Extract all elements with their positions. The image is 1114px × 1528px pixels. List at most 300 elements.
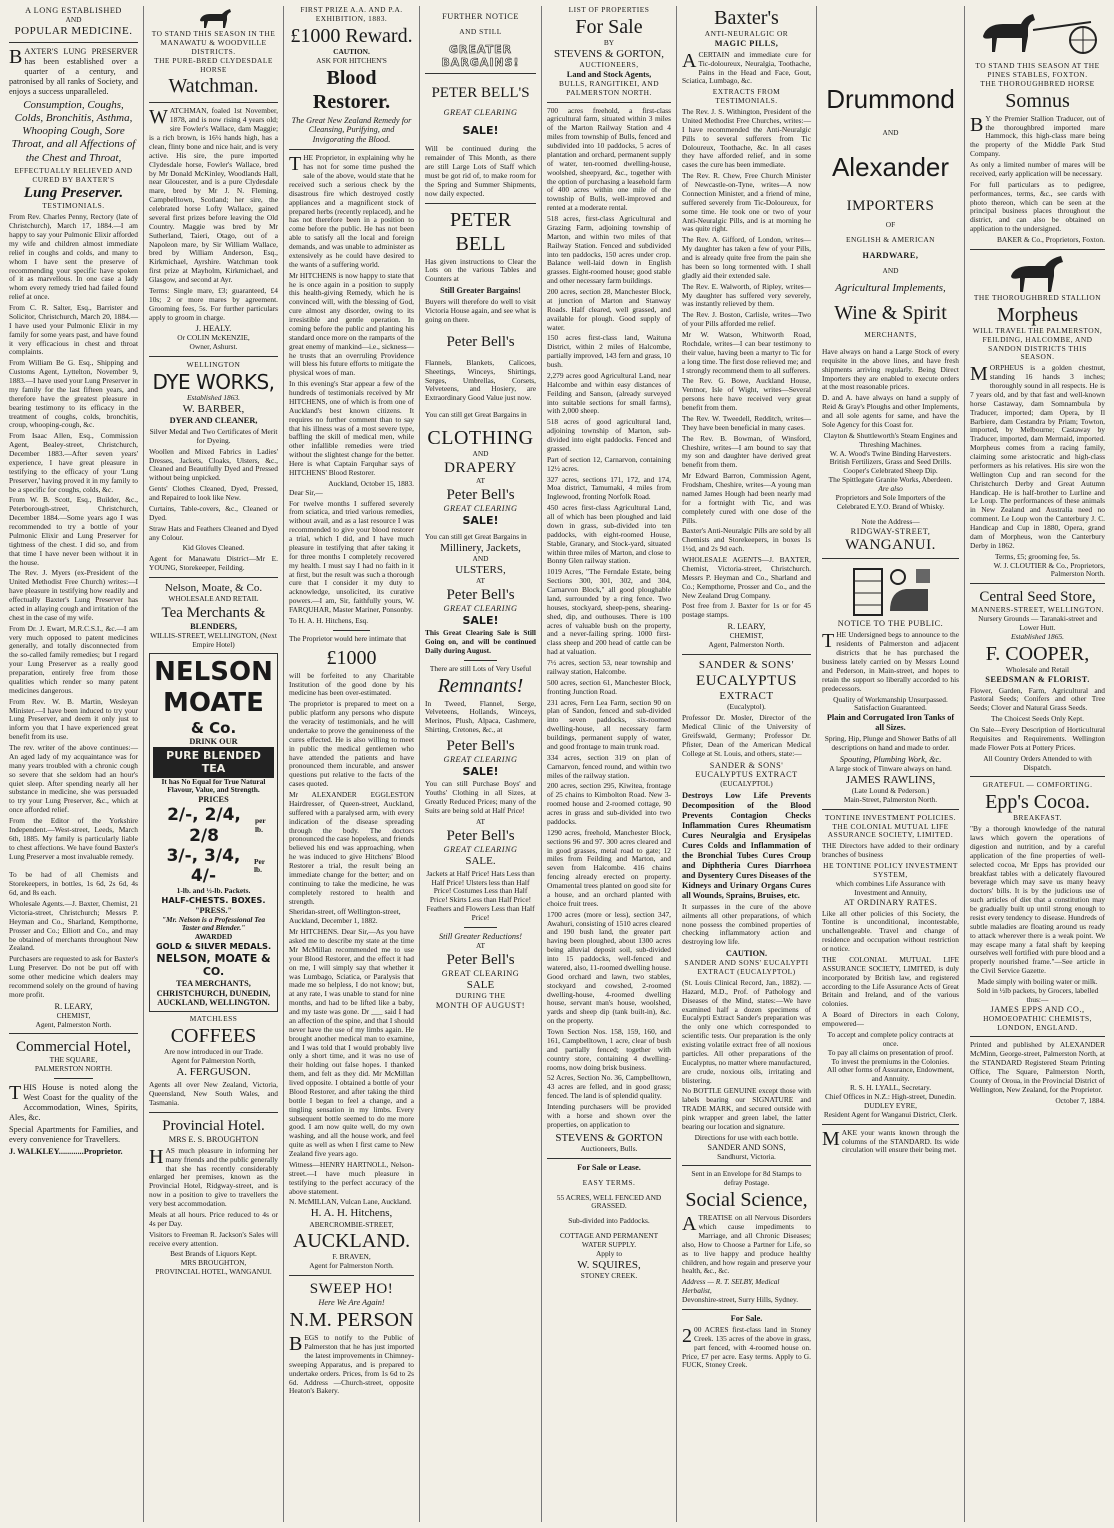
ad-title: PETER BELL'S <box>431 85 530 102</box>
ad-signature: W. J. CLOUTIER & Co., Proprietors, Palmerston North. <box>993 560 1105 579</box>
ad-body: WHOLESALE AGENTS—J. BAXTER, Chemist, Victoria-street, Christchurch. Messrs P. Heyman and Co., Sharland and Co.; Kempthorne, Prosser and Co., and the New Zealand Drug Company. <box>682 555 811 600</box>
ad-body: THE COLONIAL MUTUAL LIFE ASSURANCE SOCIETY, LIMITED, is duly incorporated by British law, and registered according to the Life Assurance Acts of Great Britain and Ireland, and of the various colonies. <box>822 954 959 1009</box>
ad-body: 55 ACRES, WELL FENCED AND GRASSED. <box>556 1192 662 1211</box>
agent-name: R. LEARY, <box>727 622 766 632</box>
testimonial: The Rev. G. Bowe, Auckland House, Ventnor, Isle of Wight, writes—Several persons here have received very great benefit from them. <box>682 376 811 413</box>
ad-body: THIS House is noted along the West Coast for the quality of the Accommodation, Wines, Spirits, Ales, &c. <box>9 1082 138 1123</box>
ad-heading: ENGLISH & AMERICAN <box>845 235 936 245</box>
ad-signature: Resident Agent for Wanganui District, Clerk. <box>823 1109 958 1119</box>
ad-title: Drummond <box>826 84 955 114</box>
ad-line: GOLD & SILVER MEDALS. <box>155 941 272 952</box>
ad-item: To invest the premiums in the Colonies. <box>831 1056 950 1066</box>
ad-body: MAKE your wants known through the columns of the STANDARD. Its wide circulation will ensure their being met. <box>822 1127 959 1155</box>
ad-body: AT <box>475 940 486 950</box>
ad-heading: HE TONTINE POLICY INVESTMENT SYSTEM, <box>823 861 958 879</box>
ad-body: Flower, Garden, Farm, Agricultural and Pastoral Seeds; Conifers and other Tree Seeds; Clover and Natural Grass Seeds. <box>970 685 1105 713</box>
ad-heading: EXTRACT <box>719 690 774 703</box>
ad-title: Blood Restorer. <box>312 66 391 113</box>
ad-body: The Proprietor would here intimate that <box>289 633 407 643</box>
horse-illustration <box>149 6 278 30</box>
ad-heading: EASY TERMS. <box>582 1177 636 1187</box>
ad-title: Remnants! <box>437 674 524 697</box>
ad-amount: £1000 <box>326 646 377 669</box>
ad-heading: GREAT CLEARING <box>443 844 518 854</box>
agent-role: CHEMIST, <box>729 631 764 641</box>
ad-heading: SANDER & SONS' <box>698 658 795 671</box>
ad-signature: PROVINCIAL HOTEL, WANGANUI. <box>155 1267 272 1277</box>
ad-heading: BY <box>603 37 615 47</box>
ad-body: Agent for Palmerston North, <box>171 1056 256 1066</box>
ad-body: Post free from J. Baxter for 1s or for 45 postage stamps. <box>682 601 811 620</box>
property-listing: Part of section 12, Carnarvon, containing 12½ acres. <box>547 454 671 473</box>
letter-body: Mr HITCHENS. Dear Sir,—As you have asked me to describe my state at the time Mr McMillan recommended me to use your Blood Restorer, and the effect it had on me, I will simply say that whether it was Lumbago, Sciatica, or Paralysis that made me so helpless, I do not know; but, at any rate, I was unable to stand for nine months, and had to be lifted like a baby, and my taste was gone. Dr ___ said I had an affection of the spine, and that I should never have the use of my limbs again. He brought another medical man to examine, and I was told that I would probably live only a short time, and it was no use of their holding out false hopes. I thanked them, and felt as they did. Mr McMillan lived opposite. I obtained a bottle of your Blood Restorer, and after taking the third bottle I began to feel a change, and a tingling sensation in my limbs. Every subsequent bottle seemed to do me more good. I am now quite well, do my own washing, and all the house work, and feel quite as well as when I first came to New Zealand five years ago. <box>289 927 414 1159</box>
ad-signature: Auctioneers, Bulls. <box>580 1143 638 1153</box>
ad-body: MORPHEUS is a golden chestnut, standing 16 hands 3 inches; thoroughly sound in all respects. He is 7 years old, and by that fast and well-known horse Castaway, dam Somnambula by Traducer, imported; dam Opera, by Il Barbiere, dam Cestandra by Priam; Towton, imported, by Melbourne; Castaway by Traducer, imported, dam Mermaid, imported. Morpheus comes from a racing family, claiming some aristocratic and high-class performers as his relatives. His sire won the Wellington Cup and ran second for the Christchurch Derby and Great Autumn Handicap. He is half-brother to Lurline and Le Loup. The performances of these animals in New Zealand and Australia need no comment. Le Loup won the Canterbury J. C. Handicap and Cup in 1880, Opera, grand dam of Morpheus, won the Canterbury Derby in 1862. <box>970 363 1105 550</box>
ad-body: Baxter's Anti-Neuralgic Pills are sold by all Chemists and Storekeepers, in boxes 1s 1½d, and 2s 9d each. <box>682 526 811 554</box>
ad-heading: Plain and Corrugated Iron Tanks of all Sizes. <box>826 713 955 733</box>
ad-ailments: Consumption, Coughs, Colds, Bronchitis, Asthma, Whooping Cough, Sore Throat, and all Affections of the Chest and Throat, <box>11 98 136 164</box>
testimonial: From Dr. J. Ewart, M.R.C.S.I., &c.—I am very much opposed to patent medicines generally, and totally disconnected from the so-called family remedies; but I regard your Lung Preserver as a really good preparation, entirely free from those qualities which render so many patent medicines dangerous. <box>9 623 138 695</box>
testimonial: From W. B. Scott, Esq., Builder, &c., Peterborough-street, Christchurch, December 1884.—Some years ago I was recommended to try a bottle of your Pulmonic Elixir and Lung Preserver for tightness of the chest. I did so, and from that time I have never been without it in the house. <box>9 495 138 567</box>
property-listing: 200 acres, section 295, Kiwitea, frontage of 25 chains to Kimbolton Road. New 3-roomed house and 2-roomed cottage, 90 acres in grass and sub-divided into two paddocks. <box>547 781 671 826</box>
letter-to: To H. A. H. Hitchens, Esq. <box>289 615 369 625</box>
ad-heading: MONTH OF AUGUST! <box>435 1000 526 1010</box>
ad-body: Mr ALEXANDER EGGLESTON Hairdresser, of Queen-street, Auckland, suffered with a paralysed arm, with every indication of the disease spreading through the body. The doctors pronounced the case hopeless, and friends believed his end was approaching, when he was induced to give Hitchens' Blood Restorer a trial, the result being an immediate change for the better; and on continuing to take the medicine, he was completely restored to health and strength. <box>289 790 414 906</box>
property-listing: 200 acres, section 28, Manchester Block, at junction of Marton and Stanway Roads. Half cleared, well grassed, and available for plough. Good supply of water. <box>547 287 671 332</box>
ad-heading: GREAT CLEARING <box>443 755 518 765</box>
testimonial: The rev. writer of the above continues:—An aged lady of my acquaintance was for many years troubled with a chronic cough so severe that she seldom had an hour's quiet sleep. After spending nearly all her substance in medicine, she was persuaded to try your Lung Preserver, &c., which at once afforded relief. <box>9 743 138 815</box>
price-line: 2/-, 2/4, 2/8 <box>167 805 241 846</box>
ad-heading: ASK FOR HITCHEN'S <box>316 55 387 65</box>
ad-title: AUCKLAND. <box>292 1230 411 1253</box>
property-listing: 518 acres, first-class Agricultural and Grazing Farm, adjoining township of Marton, and within two miles of that Railway Station. Fenced and subdivided into ten paddocks, 150 acres under crop. Balance well-laid down in English grasses. Eight-roomed house; good stable and other necessary farm buildings. <box>547 214 671 286</box>
ad-subtitle: WHOLESALE AND RETAIL <box>168 594 259 604</box>
testimonial: The Rev. J. S. Withington, President of the United Methodist Free Churches, writes:—I have recommended the Anti-Neuralgic Pills to several sufferers from Tic Doloureux, Toothache, &c. In all cases they have afforded relief, and in some cases the cure has been immediate. <box>682 107 811 170</box>
ad-body: will be forfeited to any Charitable Institution of the good done by his medicine has been over-estimated. <box>289 670 414 698</box>
ad-heading: GRATEFUL — COMFORTING. <box>982 780 1093 790</box>
ad-body: THE Proprietor, in explaining why he has not for some time pushed the sale of the above, would state that he received such a serious check by the disastrous fire which destroyed costly appliances and a magnificent stock of prepared herbs (recently replaced), and he has not therefore been in a position to come before the public. He has not been able to satisfy all the local and foreign demands, and was unable to administer as extensively as he could have desired to the wants of a suffering world. <box>289 153 414 269</box>
ad-heading: HARDWARE, <box>862 251 919 260</box>
property-listing: 450 acres first-class Agricultural Land, all of which has been ploughed and laid down in grass, sub-divided into ten paddocks, with eight-roomed House, Stable, Granary, and Stock-yard, situated within three miles of Marton, and close to Bonny Glen railway station. <box>547 503 671 566</box>
ad-body: Has given instructions to Clear the Lots on the various Tables and Counters at <box>425 256 536 284</box>
ad-subtitle: (EUCALYPTOL) <box>720 779 773 789</box>
ad-title: For Sale or Lease. <box>577 1162 641 1172</box>
ad-heading: BREAKFAST. <box>1013 813 1062 823</box>
ad-name: W. SQUIRES, <box>577 1258 641 1271</box>
ad-body: Are now introduced in our Trade. <box>164 1047 263 1057</box>
ad-address: MANNERS-STREET, WELLINGTON. <box>971 605 1104 615</box>
ad-body: Directions for use with each bottle. <box>694 1132 799 1142</box>
ad-heading: MERCHANTS, <box>864 330 917 340</box>
ad-body: BAXTER'S LUNG PRESERVER has been established over a quarter of a century, and patronised by all ranks of Society, and enjoys a success unparalleled. <box>9 46 138 96</box>
ad-title: Peter Bell's <box>446 486 515 503</box>
horse-illustration <box>970 254 1105 294</box>
ad-address: Note the Address— <box>861 516 920 526</box>
ad-heading: GREAT CLEARING <box>443 503 518 513</box>
ad-body: Will be continued during the remainder of This Month, as there are still Large Lots of Staff which must be got rid of, to make room for the Spring and Summer Shipments, now daily expected. <box>425 144 536 198</box>
ad-name: H. A. H. Hitchens, <box>310 1207 393 1220</box>
ad-body: "By a thorough knowledge of the natural laws which govern the operations of digestion and nutrition, and by a careful application of the fine properties of well-selected cocoa, Mr Epps has provided our breakfast tables with a delicately flavoured beverage which may save us many heavy doctors' bills. It is by the judicious use of such articles of diet that a constitution may be gradually built up until strong enough to resist every tendency to disease. Hundreds of subtle maladies are floating around us ready to attack wherever there is a weak point. We may escape many a fatal shaft by keeping ourselves well fortified with pure blood and a properly nourished frame."—See article in the Civil Service Gazette. <box>970 824 1105 976</box>
ad-heading: DURING THE <box>455 990 506 1000</box>
section-heading: EXTRACTS FROM TESTIMONIALS. <box>712 87 781 106</box>
heading: A LONG ESTABLISHED <box>25 6 122 15</box>
ad-name: F. COOPER, <box>985 642 1090 665</box>
ad-body: Like all other policies of this Society, the Tontine is unconditional, incontestable, unchallengeable. Travel and change of residence and occupation without restriction or notice. <box>822 908 959 954</box>
ad-item: To accept and complete policy contracts at once. <box>827 1029 954 1048</box>
ad-body: Woollen and Mixed Fabrics in Ladies' Dresses, Jackets, Cloaks, Ulsters, &c., Cleaned and Beautifully Dyed and Pressed without being unpicked. <box>149 446 278 483</box>
ad-body: In Tweed, Flannel, Serge, Velveteens, Hollands, Winceys, Merinos, Plush, Alpaca, Cashmere, Shirting, Cretones, &c., at <box>425 698 536 735</box>
ad-body: Straw Hats and Feathers Cleaned and Dyed any Colour. <box>149 523 278 542</box>
ad-title: GREATER BARGAINS! <box>441 42 520 70</box>
ad-title: Peter Bell's <box>446 951 515 968</box>
ad-body: Intending purchasers will be provided with a horse and shown over the properties, on application to <box>547 1102 671 1129</box>
ad-body: Agents all over New Zealand, Victoria, Queensland, New South Wales, and Tasmania. <box>149 1080 278 1107</box>
plumbing-illustration <box>822 563 959 619</box>
column-3 <box>284 6 420 1522</box>
ad-heading: WILL TRAVEL THE PALMERSTON, FEILDING, HALCOMBE, AND SANDON DISTRICTS THIS SEASON. <box>972 325 1103 362</box>
letter-date: Sheridan-street, off Wellington-street, Auckland, December 1, 1882. <box>289 907 401 926</box>
ad-title: ULSTERS, <box>455 563 506 576</box>
ad-body: You can still get Great Bargains in <box>425 531 527 541</box>
ad-body: Quality of Workmanship Unsurpassed. <box>833 694 948 704</box>
ad-item: The Spittlegate Granite Works, Aberdeen. <box>828 475 953 485</box>
ad-title: Millinery, Jackets, <box>440 541 521 554</box>
ad-line: 1-lb. and ½-lb. Packets. <box>176 885 251 895</box>
ad-claims: Destroys Low Life Prevents Decomposition of the Blood Prevents Contagion Checks Inflammation Cures Rheumatism Cures Neuralgia and Erysipelas Cures Colds and Inflammation of the Bronchial Tubes Cures Croup and Diphtheria Cures Diarrhoea and Dysentery Cures Diseases of the Kidneys and Urinary Organs Cures all Wounds, Sprains, Bruises, etc. <box>682 791 811 900</box>
ad-body: Purchasers are requested to ask for Baxter's Lung Preserver. Do not be put off with some other medicine which dealers may recommend solely on the ground of having more profit. <box>9 954 138 999</box>
ad-line: PRICES <box>198 795 229 805</box>
ad-heading: GREAT CLEARING <box>443 108 518 118</box>
ad-body: Silver Medal and Two Certificates of Merit for Dyeing. <box>149 426 278 445</box>
ad-heading: FIRST PRIZE A.A. AND P.A. EXHIBITION, 1883. <box>300 6 403 23</box>
ad-body: In this evening's Star appear a few of the hundreds of testimonials received by Mr HITCHENS, one of which is from one of Auckland's best known citizens. It requires no further comment than to say that his illness was of a most severe type, baffling the skill of medical men, while other infallible remedies were tried without the slightest change for the better. Here is what Captain Farquhar says of HITCHENS' Blood Restorer. <box>289 379 414 477</box>
ad-body: AND <box>472 449 489 459</box>
ad-title: For Sale. <box>730 1313 763 1323</box>
ad-heading: THE PURE-BRED CLYDESDALE HORSE <box>154 55 273 74</box>
ad-body: AT <box>475 816 486 826</box>
ad-heading: AND <box>882 128 899 138</box>
testimonial: The Rev. R. Chew, Free Church Minister of Newcastle-on-Tyne, writes—A now Connection Minister, and a friend of mine, suffered severely from Tic-Doloureux, for some time. He took one or two of your Anti-Neuralgic Pills, and is at morning he was quite right. <box>682 171 811 234</box>
testimonial: From Rev. Charles Penny, Rectory (late of Christchurch), March 17, 1884.—I am happy to say your Pulmonic Elixir afforded my wife and children almost immediate relief in coughs and colds, and many to whom I have sent the preserve of recommending your specific have spoken of it as marvellous. In one case a lady whom every remedy tried had failed found relief at once. <box>9 212 138 302</box>
ad-signature: STONEY CREEK. <box>580 1270 638 1280</box>
ad-title: Peter Bell's <box>446 827 515 844</box>
ad-body: A Board of Directors in each Colony, empowered— <box>822 1010 959 1029</box>
ad-heading: CAUTION. <box>333 46 370 56</box>
testimonial: Mr W. Watson, Whitworth Road, Rochdale, writes—I can bear testimony to their value, having been a martyr to Tic for a long time. The first dose relieved me; and I strongly recommend them to all sufferers. <box>682 330 811 375</box>
ad-heading: CAUTION. <box>725 949 768 959</box>
property-listing: 2,279 acres good Agricultural Land, near Halcombe and within easy distances of Feilding and Sanson, (already surveyed into suitable sections for small farms), with 2,000 sheep. <box>547 370 671 416</box>
ad-signature: BAKER & Co., Proprietors, Foxton. <box>997 235 1105 244</box>
ad-title: Epp's Cocoa. <box>985 791 1090 814</box>
ad-title: SALE <box>466 978 495 991</box>
ad-address: WILLIS-STREET, WELLINGTON, (Next Empire Hotel) <box>150 631 277 649</box>
heading: POPULAR MEDICINE. <box>14 24 133 37</box>
ad-body: Best Brands of Liquors Kept. <box>170 1249 257 1259</box>
ad-body: You can still get Great Bargains in <box>425 410 527 420</box>
testimonial: The Rev. A. Gifford, of London, writes—My daughter has taken a few of your Pills, and is already quite free from the pain she has been so long tormented with. I shall gladly aid their extended sale. <box>682 235 811 280</box>
ad-signature: J. WALKLEY............Proprietor. <box>9 1146 123 1156</box>
ad-body: Terms, £5; grooming fee, 5s. <box>994 551 1081 561</box>
ad-body: 200 ACRES first-class land in Stoney Creek. 135 acres of the above in grass, part fenced, with 4-roomed house on. Price, £7 per acre. Easy terms. Apply to G. FUCK, Stoney Creek. <box>682 1324 811 1370</box>
ad-title: EUCALYPTUS <box>695 673 797 690</box>
ad-title: Wine & Spirit <box>834 302 947 325</box>
ad-heading: THE COLONIAL MUTUAL LIFE ASSURANCE SOCIETY, LIMITED. <box>827 821 954 840</box>
testimonial: From the Editor of the Yorkshire Independent.—West-street, Leeds, March 6th, 1885. My family is particularly liable to chest affections. We have found Baxter's Lung Preserver a most invaluable remedy. <box>9 816 138 861</box>
ad-heading: Still Greater Bargains! <box>440 286 521 296</box>
ad-line: "Mr. Nelson is a Professional Tea Taster and Blender." <box>161 914 266 933</box>
column-4 <box>420 6 542 1522</box>
ad-title: DYE WORKS, <box>152 369 275 394</box>
ad-brand: Lung Preserver. <box>23 185 124 202</box>
horse-cart-illustration <box>970 6 1105 62</box>
ad-signature: Chief Offices in N.Z.: High-street, Dunedin. <box>824 1092 957 1102</box>
ad-heading: ANTI-NEURALGIC OR <box>704 29 789 38</box>
ad-title: Peter Bell's <box>446 738 515 755</box>
ad-body: HAS much pleasure in informing her many friends and the public generally that she has recently considerably enlarged her premises, known as the Provincial Hotel, Ridgway-street, and is now in a position to give to travellers the very best accommodation. <box>149 1145 278 1209</box>
property-listing: 7½ acres, section 53, near township and railway station, Halcombe. <box>547 658 671 676</box>
ad-heading: AT ORDINARY RATES. <box>843 897 938 907</box>
ad-body: The Choicest Seeds Only Kept. <box>991 714 1084 724</box>
ad-heading: EUCALYPTUS EXTRACT <box>695 770 798 780</box>
ad-title: SALE! <box>462 765 499 779</box>
testimonial: From C. R. Salter, Esq., Barrister and Solicitor, Christchurch, March 20, 1884.—I have used your Pulmonic Elixir in my family for some years past, and have found it very efficacious in chest and throat complaints. <box>9 303 138 357</box>
ad-body: Curtains, Table-covers, &c., Cleaned or Dyed. <box>149 503 278 522</box>
ad-body: BEGS to notify to the Public of Palmerston that he has just imported the latest improvements in Chimney-sweeping Apparatus, and is prepared to undertake orders. Prices, from 1s 6d to 2s 6d. Address —Church-street, opposite Heaton's Bakery. <box>289 1333 414 1396</box>
ad-body: As only a limited number of mares will be received, early application will be necessary. <box>970 160 1105 178</box>
ad-title: PETER BELL <box>449 208 512 255</box>
ad-body: Wholesale and Retail <box>1005 664 1070 674</box>
brand-big: NELSON <box>154 656 273 687</box>
section-heading: TESTIMONIALS. <box>42 201 105 211</box>
agent-place: Agent, Palmerston North. <box>35 1019 112 1029</box>
testimonial: The Rev. W. Tweedell, Redditch, writes—They have been beneficial in many cases. <box>682 413 811 432</box>
ad-heading: GREAT CLEARING <box>443 603 518 613</box>
ad-body: AND <box>472 554 489 563</box>
ad-body: Mr HITCHENS is now happy to state that he is once again in a position to supply this health-giving Remedy, which he is convinced will, with the blessing of God, cure almost any disorder, owing to its irresistible and gentle operation. In coming before the public and planting his standard once more on the ramparts of the great enemy of mankind—i.e., sickness—he trusts that an overruling Providence will bless his future efforts to mitigate the physical woes of man. <box>289 270 414 378</box>
ad-heading: MAGIC PILLS, <box>714 38 779 48</box>
brand-big: & Co. <box>190 719 237 738</box>
ad-item: All other forms of Assurance, Endowment, and Annuity. <box>826 1065 955 1084</box>
heading: AND <box>65 14 82 24</box>
ad-heading: THE THOROUGHBRED STALLION <box>973 292 1102 302</box>
ad-name: JAMES EPPS AND CO., <box>990 1004 1085 1014</box>
ad-subtitle: PALMERSTON NORTH. <box>34 1064 113 1074</box>
horse-name: Morpheus <box>996 303 1079 326</box>
ad-body: Established 1865. <box>1011 631 1064 641</box>
ad-title: For Sale <box>575 15 643 38</box>
ad-item: Are also <box>878 484 903 494</box>
ad-signature: MRS BROUGHTON, <box>180 1258 247 1268</box>
ad-body: Witness—HENRY HARTNOLL, Nelson-street.—I have much pleasure in testifying to the perfect accuracy of the above statement. <box>289 1159 414 1196</box>
ad-heading: Still Greater Reductions! <box>438 931 523 941</box>
price-line: 3/-, 3/4, 4/- <box>166 846 241 887</box>
ad-address: WANGANUI. <box>845 537 936 554</box>
ad-title: DRAPERY <box>444 459 517 476</box>
ad-signature: N. McMILLAN, Vulcan Lane, Auckland. <box>289 1197 412 1207</box>
ad-title: NOTICE TO THE PUBLIC. <box>837 619 944 629</box>
column-5 <box>542 6 677 1522</box>
ad-body: EFFECTUALLY RELIEVED AND CURED BY BAXTER'S <box>14 165 133 184</box>
ad-heading: Agricultural Implements, <box>835 281 946 294</box>
ad-body: Apply to <box>595 1248 623 1258</box>
property-listing: 500 acres, section 61, Manchester Block, fronting Junction Road. <box>547 677 671 696</box>
testimonial: The Rev. J. Boston, Carlisle, writes—Two of your Pills afforded me relief. <box>682 310 811 329</box>
property-listing: 1019 Acres, "The Ferndale Estate, being Sections 300, 301, 302, and 304, Carnarvon Block," all good ploughable land, surrounded by a ring fence. Two houses, stockyard, sheep-pens, shearing-shed, dip, and outhouses. There is 100 acres of valuable bush on the property, and a never-failing spring. 1000 first-class sheep and 200 head of cattle can be had at valuation. <box>547 567 671 657</box>
ad-heading: AND STILL <box>459 26 502 36</box>
ad-body: D. and A. have always on hand a supply of Reid & Gray's Ploughs and other Implements, and all sole agents for same, and have the Sole Agency for this Coast for. <box>822 393 959 429</box>
ad-address: LONDON, ENGLAND. <box>997 1022 1078 1032</box>
ad-heading: WELLINGTON <box>186 360 241 370</box>
ad-body: Terms: Single mare, £3; guaranteed, £4 10s; 2 or more mares by agreement. Grooming fees, 5s. For further particulars apply to groom in charge. <box>149 285 278 322</box>
property-listing: Town Section Nos. 158, 159, 160, and 161, Campbelltown, 1 acre, clear of bush and partially fenced; together with country store, containing 4 dwelling-rooms, now doing brisk business. <box>547 1027 671 1072</box>
ad-body: Sold in ½lb packets, by Grocers, labelled thus:— <box>976 985 1099 1004</box>
ad-title: CLOTHING <box>427 427 534 450</box>
column-8 <box>965 6 1110 1522</box>
ad-body: No BOTTLE GENUINE except those with labels bearing our SIGNATURE and TRADE MARK, and secured outside with pink wrapper and green label, the latter bearing our location and signature. <box>682 1086 811 1131</box>
ad-name: W. BARBER, <box>182 402 245 415</box>
ad-title: SALE! <box>462 613 499 627</box>
testimonial: From William Be G. Esq., Shipping and Customs Agent, Lyttelton, November 9, 1883.—I have used your Lung Preserver in my family for the last fifteen years, and therefore have the greatest pleasure in bearing testimony to its efficacy in the treatment of coughs, colds, bronchitis, croup, whooping-cough, &c. <box>9 358 138 430</box>
ad-body: Sub-divided into Paddocks. <box>568 1216 650 1226</box>
ad-body: A large stock of Tinware always on hand. <box>829 763 952 773</box>
ad-heading: TONTINE INVESTMENT POLICIES. <box>825 812 956 822</box>
ad-body: Jackets at Half Price! Hats Less than Half Price! Ulsters less than Half Price! Costumes Less than Half Price! Skirts Less than Half Price! Feathers and Flowers Less than Half Price! <box>426 868 535 923</box>
ad-body: Have always on hand a Large Stock of every requisite in the above lines, and have fresh shipments arriving regularly. Being Direct Importers they are enabled to execute orders at the most reasonable prices. <box>822 346 959 392</box>
ad-body: Kid Gloves Cleaned. <box>182 543 245 553</box>
ad-item: Proprietors and Sole Importers of the Celebrated E.Y.O. Brand of Whisky. <box>835 492 946 511</box>
ad-body: To be had of all Chemists and Storekeepers, in bottles, 1s 6d, 2s 6d, 4s 6d, and 8s each. <box>9 870 138 898</box>
ad-heading: OF <box>885 220 896 230</box>
imprint: Printed and published by ALEXANDER McMinn, George-street, Palmerston North, at the STANDARD Registered Steam Printing Office, The Square, Palmerston North, County of Oroua, in the Provincial District of Wellington, New Zealand, for the Proprietor. <box>970 1040 1105 1094</box>
testimonial: Mr Edward Barron, Commission Agent, Frodsham, Cheshire, writes—A young man named James Hough had been nearly mad for a fortnight with Tic, and was completely cured with one dose of the Pills. <box>682 471 811 525</box>
ad-signature: F. BRAVEN, <box>332 1252 371 1262</box>
ad-body: BY the Premier Stallion Traducer, out of the thoroughbred imported mare Hammock, this high-class mare being the property of the Middle Park Stud Company. <box>970 113 1105 159</box>
ad-heading: Spouting, Plumbing Work, &c. <box>839 754 942 764</box>
ad-body: ATREATISE on all Nervous Disorders which cause impediments to Marriage, and all Chronic Diseases; also, How to Choose a Partner for Life, so as to live happy and produce healthy children, and how regain and preserve your health, &c., &c. <box>682 1213 811 1276</box>
ad-body: All Country Orders Attended to with Dispatch. <box>983 753 1092 772</box>
ad-address: RIDGWAY-STREET, <box>850 526 931 536</box>
ad-address: ABERCROMBIE-STREET, <box>309 1219 394 1229</box>
horse-name: Watchman. <box>168 75 259 98</box>
ad-body: On Sale—Every Description of Horticultural Requisites and Requirements. Wellington made Flower Pots at Pottery Prices. <box>970 725 1105 752</box>
testimonial: From Isaac Allen, Esq., Commission Agent, Bealey-street, Christchurch, December 1883.—After seven years' experience, I have great pleasure in testifying to the efficacy of your 'Lung Preserver,' having proved it in my family to be a specific for coughs, colds, &c. <box>9 431 138 494</box>
ad-body: Meals at all hours. Price reduced to 4s or 4s per Day. <box>149 1209 278 1228</box>
ad-heading: LIST OF PROPERTIES <box>568 6 650 14</box>
ad-heading: Land and Stock Agents, <box>566 69 652 79</box>
ad-signature: Owner, Ashurst. <box>189 342 238 352</box>
ad-heading: MATCHLESS <box>189 1014 238 1024</box>
ad-name: STEVENS & GORTON <box>555 1131 663 1144</box>
ad-heading: SANDER & SONS' <box>709 760 784 770</box>
ad-body: WATCHMAN, foaled 1st November, 1878, and is now rising 4 years old; sire Fowler's Wallace, dam Maggie; is a rich brown, is 16¼ hands high, has a clean, flinty bone and nice hair, and is very active. His sire, the pure imported Clydesdale horse, Fowler's Wallace, bred by Mr Donald McKinley, Woodlands Hall, near Gloucester, and is a pure Clydesdale mare, bred by Mr J. N. Fleming, Campbelltown, Scotland; her sire, the celebrated horse Lofty Wallace, gained several first prizes before leaving the Old Country. Maggie was bred by Mr Sutherland, Taieri, Otago, out of a Napoleon mare, by Sir William Wallace, bred by William Anderson, Esq., Kirkmichael, Ayrshire. Watchman took first prize at Mayholm, Kirkmichael, and Glasgow, and second at Ayr. <box>149 106 278 284</box>
ad-title: COFFEES <box>170 1025 257 1048</box>
ad-body: ACERTAIN and immediate cure for Tic-doloureux, Neuralgia, Toothache, Pains in the Head and Face, Gout, Sciatica, Lumbago, &c. <box>682 49 811 86</box>
ad-body: Agent for Manawatu District—Mr E. YOUNG, Storekeeper, Feilding. <box>149 554 278 573</box>
ad-title: Nelson, Moate, & Co. <box>164 582 263 595</box>
price-unit: Per lb. <box>253 856 265 875</box>
letter-body: For twelve months I suffered severely from sciatica, and tried various remedies, without avail, and as a last resource I was recommended to give your blood restorer a trial, which I did, and I have much pleasure in testifying that after taking it for three months I completely recovered my health. I must say I had no faith in it at first, but the result was such a thorough cure that I consider it my duty to acknowledge, unsolicited, its curative powers.—I am, Sir, faithfully yours, W. FARQUHAR, Master Mariner, Ponsonby. <box>289 498 414 615</box>
ad-subtitle: (Eucalyptol). <box>727 702 766 712</box>
ad-heading: SEEDSMAN & FLORIST. <box>985 674 1090 684</box>
ad-heading: FURTHER NOTICE <box>442 12 519 21</box>
ad-body: You can still Purchase Boys' and Youths' Clothing in all Sizes, at Greatly Reduced Prices; many of the Suits are being sold at Half Price! <box>425 779 536 815</box>
ad-title: £1000 Reward. <box>290 24 413 47</box>
ad-name: SANDER AND SONS, <box>707 1142 786 1152</box>
ad-title: SALE! <box>462 513 499 527</box>
column-6 <box>677 6 817 1522</box>
ad-subtitle: THE SQUARE, <box>49 1055 98 1065</box>
ad-title: N.M. PERSON <box>289 1309 414 1332</box>
ad-line: DRINK OUR <box>189 737 238 747</box>
horse-name: Somnus <box>1005 89 1070 112</box>
ad-line: It has No Equal for True Natural Flavour, Value, and Strength. <box>161 776 266 795</box>
ad-signature: (Late Lound & Pederson.) <box>851 785 930 795</box>
property-listing: 700 acres freehold, a first-class agricultural farm, situated within 3 miles of the Marton Railway Station and 4 miles from township of Bulls, fenced and subdivided into 10 paddocks, 5 acres of plantation and orchard, permanent supply of water, ten-roomed dwelling-house, woolshed, sheepyard, &c., together with the option of purchasing a leasehold farm of 400 acres within one mile of the township of Bulls, well-improved and rented at a moderate rental. <box>547 105 671 213</box>
ad-signature: DUDLEY EYRE, <box>863 1100 918 1110</box>
ad-heading: TO STAND THIS SEASON AT THE PINES STABLES, FOXTON. <box>975 61 1100 79</box>
ad-name: A. FERGUSON. <box>176 1066 251 1079</box>
ad-body: AT <box>475 576 486 586</box>
ad-body: Flannels, Blankets, Calicoes, Sheetings, Winceys, Shirtings, Serges, Umbrellas, Corsets, Velveteens, and Hosiery, are Extraordinary Good Value just now. <box>425 357 536 403</box>
ad-heading: HOMOEOPATHIC CHEMISTS, <box>983 1013 1092 1023</box>
agent-name: R. LEARY, <box>54 1001 93 1011</box>
ad-body: (St. Louis Clinical Record, Jan., 1882). —Hazard, M.D., Prof. of Pathology and Diseases of the Mind, states:—We have examined half a dozen specimens of Eucalypti Extract Sander's preparation was the only one which corresponded to scientific tests. Our preparation is the only existing volatile extract free of all noxious particles. All other preparations of the Eucalyptus, no matter where manufactured, are crude, noxious oils, irritating and blistering. <box>682 977 811 1085</box>
ad-body: For full particulars as to pedigree, performances, terms, &c., see cards with photo thereon, which can be seen at the principal business places throughout the district, and can also be obtained on application to the undersigned. <box>970 179 1105 234</box>
ad-body: Professor Dr. Mosler, Director of the Medical Clinic of the University of Greifswald, Germany; Professor Dr. Pfister, Dean of the American Medical College at St. Louis, and others, state:— <box>682 713 811 758</box>
ad-signature: J. HEALY. <box>195 324 232 334</box>
ad-title: Tea Merchants & <box>161 605 266 622</box>
ad-title: Social Science, <box>685 1189 808 1212</box>
ad-body: Spring, Hip, Plunge and Shower Baths of all descriptions on hand and made to order. <box>824 734 957 753</box>
ad-line: CHRISTCHURCH, DUNEDIN, AUCKLAND, WELLINGTON. <box>156 988 271 1008</box>
ad-heading: AND <box>882 265 899 275</box>
ad-title: Alexander <box>831 152 950 183</box>
ad-body: Satisfaction Guaranteed. <box>854 703 927 713</box>
ad-title: Baxter's <box>714 7 779 29</box>
ad-item: British Fertilizers, Grass and Seed Drills. <box>829 457 952 467</box>
ad-banner: PURE BLENDED TEA <box>153 747 274 777</box>
imprint-date: October 7, 1884. <box>1055 1095 1105 1105</box>
ad-name: JAMES RAWLINS, <box>845 773 936 786</box>
ad-title: SALE! <box>462 124 499 138</box>
ad-line: TEA MERCHANTS, <box>176 978 251 988</box>
column-7 <box>817 6 965 1522</box>
property-listing: 150 acres first-class land, Waituna District, within 2 miles of Halcombe, partially improved, 143 fern and grass, 10 bush. <box>547 333 671 370</box>
ad-signature: Or COLIN McKENZIE, <box>177 333 250 343</box>
agent-role: CHEMIST, <box>56 1010 91 1020</box>
ad-signature: Main-Street, Palmerston North. <box>843 794 938 804</box>
ad-body: Made simply with boiling water or milk. <box>977 977 1098 987</box>
property-listing: 231 acres, Fern Lea Farm, section 90 on plan of Sandon, fenced and sub-divided into seven paddocks, six-roomed dwelling-house, all necessary farm buildings, permanent supply of water, and good frontage to main trunk road. <box>547 697 671 751</box>
property-listing: 52 Acres, Section No. 36, Campbelltown, 43 acres are felled, and in good grass; fenced. The land is of splendid quality. <box>547 1073 671 1101</box>
ad-name: MRS E. S. BROUGHTON <box>168 1134 259 1144</box>
ad-heading: GREAT CLEARING <box>441 968 520 978</box>
letter-greeting: Dear Sir,— <box>289 487 323 497</box>
ad-line: HALF-CHESTS. BOXES. <box>161 894 266 905</box>
ad-body: AT <box>475 475 486 485</box>
ad-subtitle: BLENDERS, <box>190 622 237 632</box>
testimonial: From Rev. W. B. Martin, Wesleyan Minister.—I have been induced to try your Lung Preserver, and deem it only just to inform you that I have experienced great benefit from its use. <box>9 696 138 742</box>
ad-role: DYER AND CLEANER, <box>169 416 258 426</box>
ad-heading: TO STAND THIS SEASON IN THE MANAWATU & WOODVILLE DISTRICTS. <box>151 29 276 56</box>
ad-item: Clayton & Shuttleworth's Steam Engines and Threshing Machines. <box>823 430 958 449</box>
ad-subtitle: Here We Are Again! <box>318 1298 385 1308</box>
ad-title: SWEEP HO! <box>309 1281 394 1298</box>
testimonial: The Rev. J. Myers (ex-President of the United Methodist Free Church) writes:—I have pleasure in testifying how readily and effectually Baxter's Lung Preserver has acted in allaying cough and irritation of the chest in the case of my wife. <box>9 568 138 622</box>
brand-big: MOATE <box>163 688 264 719</box>
column-2 <box>144 6 284 1522</box>
ad-heading: AUCTIONEERS, <box>579 59 639 69</box>
